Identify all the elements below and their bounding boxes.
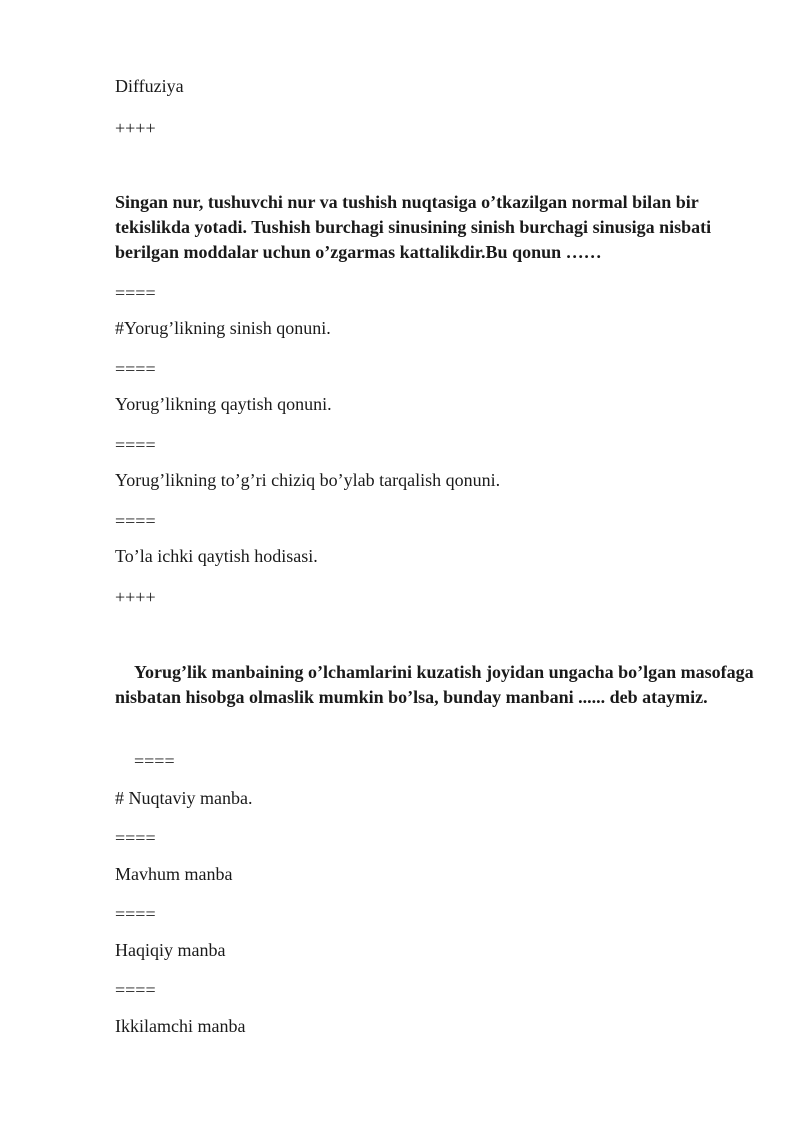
answer-option: #Yorug’likning sinish qonuni. — [115, 318, 331, 338]
answer-option: Haqiqiy manba — [115, 940, 226, 960]
separator-equals: ==== — [115, 511, 156, 531]
header-term: Diffuziya — [115, 76, 184, 96]
separator-equals: ==== — [134, 751, 175, 771]
separator-plus: ++++ — [115, 587, 156, 607]
answer-option: Ikkilamchi manba — [115, 1016, 246, 1036]
answer-option: # Nuqtaviy manba. — [115, 788, 253, 808]
separator-plus: ++++ — [115, 118, 156, 138]
answer-option: Mavhum manba — [115, 864, 233, 884]
separator-equals: ==== — [115, 359, 156, 379]
answer-option: Yorug’likning to’g’ri chiziq bo’ylab tarqalish qonuni. — [115, 470, 501, 490]
separator-equals: ==== — [115, 828, 156, 848]
separator-equals: ==== — [115, 980, 156, 1000]
answer-option: Yorug’likning qaytish qonuni. — [115, 394, 332, 414]
separator-equals: ==== — [115, 435, 156, 455]
answer-option: To’la ichki qaytish hodisasi. — [115, 546, 318, 566]
question-2-text: Yorug’lik manbaining o’lchamlarini kuzatish joyidan ungacha bo’lgan masofaga nisbatan hisobga olmaslik mumkin bo’lsa, bunday manbani ...... deb ataymiz. — [115, 662, 754, 707]
separator-equals: ==== — [115, 283, 156, 303]
separator-equals: ==== — [115, 904, 156, 924]
question-1-text: Singan nur, tushuvchi nur va tushish nuqtasiga o’tkazilgan normal bilan bir tekislikda yotadi. Tushish burchagi sinusining sinish burchagi sinusiga nisbati berilgan moddalar uchun o’zgarmas kattalikdir.Bu qonun …… — [115, 192, 712, 262]
